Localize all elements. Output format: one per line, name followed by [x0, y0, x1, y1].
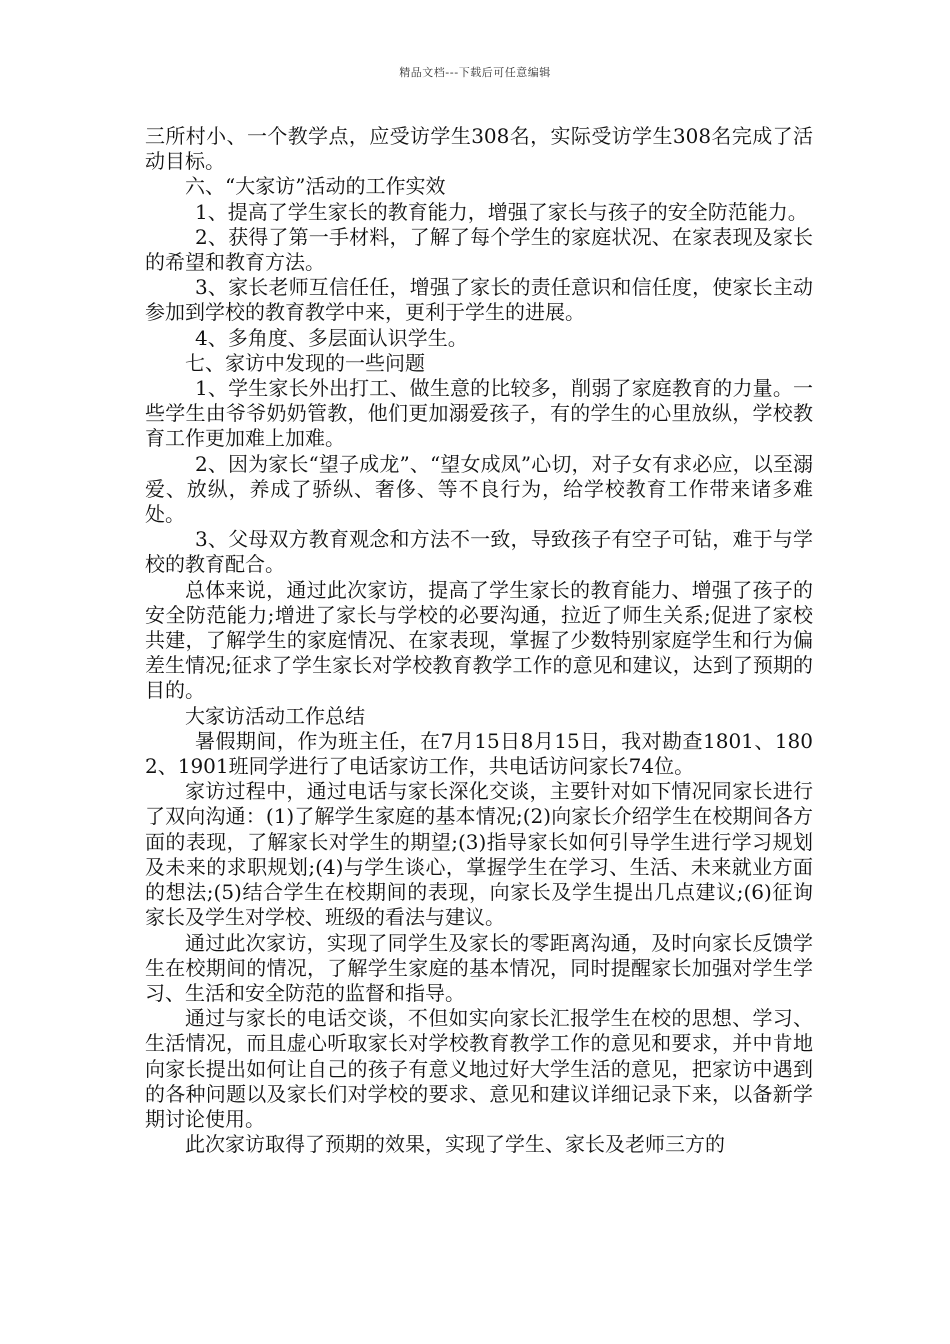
list-item: 4、多角度、多层面认识学生。 [195, 325, 468, 350]
body-paragraph: 家访过程中，通过电话与家长深化交谈，主要针对如下情况同家长进行了双向沟通：(1)了解学生家庭的基本情况;(2)向家长介绍学生在校期间各方面的表现，了解家长对学生的期望;(3)指导家长如何引导学生进行学习规划及未来的求职规划;(4)与学生谈心，掌握学生在学习、生活、未来就业方面的想法;(5)结合学生在校期间的表现，向家长及学生提出几点建议;(6)征询家长及学生对学校、班级的看法与建议。 [145, 779, 813, 930]
list-item: 2、因为家长“望子成龙”、“望女成凤”心切，对子女有求必应，以至溺爱、放纵，养成了骄纵、奢侈、等不良行为，给学校教育工作带来诸多难处。 [145, 451, 813, 527]
body-paragraph: 通过与家长的电话交谈，不但如实向家长汇报学生在校的思想、学习、生活情况，而且虚心听取家长对学校教育教学工作的意见和要求，并中肯地向家长提出如何让自己的孩子有意义地过好大学生活的意见，把家访中遇到的各种问题以及家长们对学校的要求、意见和建议详细记录下来，以备新学期讨论使用。 [145, 1006, 813, 1131]
section-heading-7: 七、家访中发现的一些问题 [185, 350, 425, 375]
list-item: 1、提高了学生家长的教育能力，增强了家长与孩子的安全防范能力。 [195, 199, 808, 224]
document-body [145, 124, 813, 1157]
section-title: 大家访活动工作总结 [185, 703, 365, 728]
page-header: 精品文档---下载后可任意编辑 [399, 66, 551, 79]
body-paragraph: 此次家访取得了预期的效果，实现了学生、家长及老师三方的 [185, 1132, 725, 1157]
list-item: 2、获得了第一手材料，了解了每个学生的家庭状况、在家表现及家长的希望和教育方法。 [145, 224, 813, 275]
summary-paragraph: 总体来说，通过此次家访，提高了学生家长的教育能力、增强了孩子的安全防范能力;增进了家长与学校的必要沟通，拉近了师生关系;促进了家校共建，了解学生的家庭情况、在家表现，掌握了少数特别家庭学生和行为偏差生情况;征求了学生家长对学校教育教学工作的意见和建议，达到了预期的目的。 [145, 577, 813, 703]
list-item: 3、家长老师互信任任，增强了家长的责任意识和信任度，使家长主动参加到学校的教育教学中来，更利于学生的进展。 [145, 275, 813, 325]
body-paragraph: 暑假期间，作为班主任，在7月15日8月15日，我对勘查1801、1802、1901班同学进行了电话家访工作，共电话访问家长74位。 [145, 728, 813, 779]
paragraph-intro-continuation: 三所村小、一个教学点，应受访学生308名，实际受访学生308名完成了活动目标。 [145, 124, 813, 174]
section-heading-6: 六、“大家访”活动的工作实效 [185, 174, 446, 199]
list-item: 3、父母双方教育观念和方法不一致，导致孩子有空子可钻，难于与学校的教育配合。 [145, 527, 813, 577]
list-item: 1、学生家长外出打工、做生意的比较多，削弱了家庭教育的力量。一些学生由爷爷奶奶管教，他们更加溺爱孩子，有的学生的心里放纵，学校教育工作更加难上加难。 [145, 376, 813, 451]
body-paragraph: 通过此次家访，实现了同学生及家长的零距离沟通，及时向家长反馈学生在校期间的情况，了解学生家庭的基本情况，同时提醒家长加强对学生学习、生活和安全防范的监督和指导。 [145, 930, 813, 1005]
